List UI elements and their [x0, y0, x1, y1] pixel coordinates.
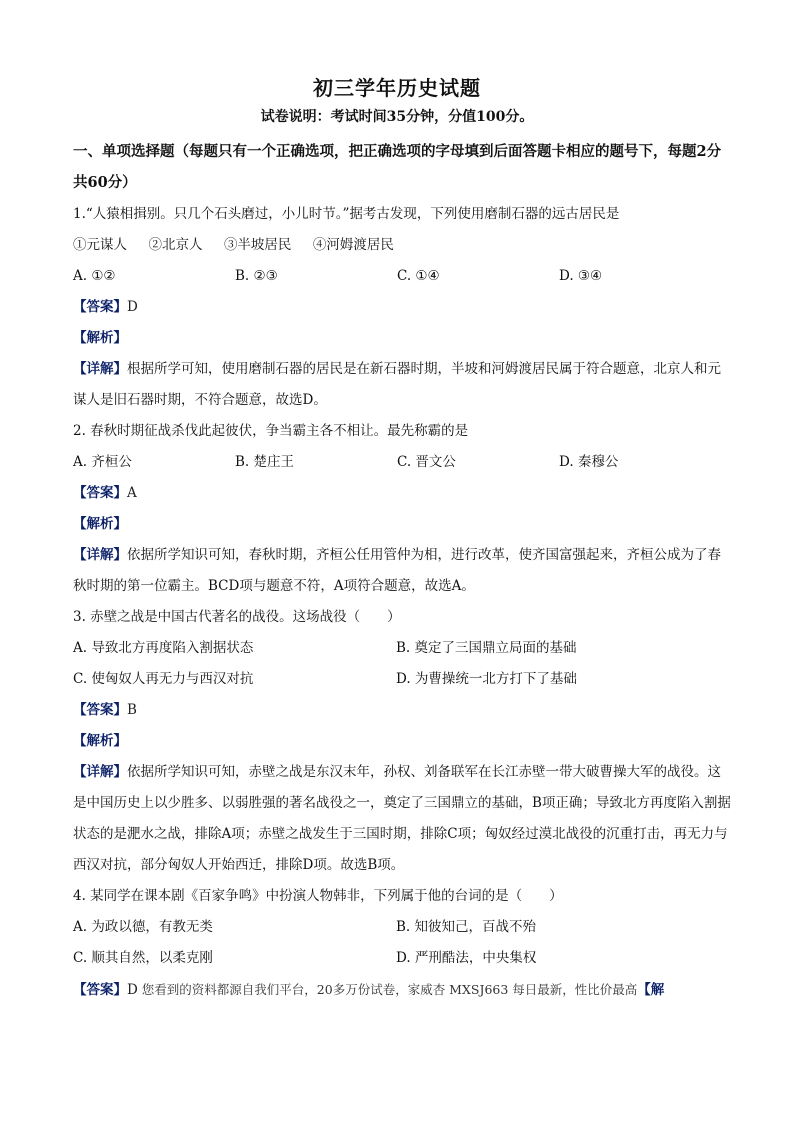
answer-value: D: [127, 299, 138, 315]
question-item: ①元谋人: [73, 237, 127, 253]
option-c: C. 顺其自然，以柔克刚: [73, 950, 213, 966]
option-b: B. ②③: [235, 268, 278, 284]
option-row: [73, 912, 733, 943]
option-d: D. 严刑酷法，中央集权: [396, 950, 537, 966]
detail-label: 【详解】: [73, 361, 127, 377]
option-c: C. 晋文公: [397, 454, 456, 470]
question-item: ③半坡居民: [223, 237, 292, 253]
question-item: ②北京人: [148, 237, 203, 253]
answer-value: A: [127, 485, 137, 501]
detail-paragraph: [73, 354, 733, 416]
exam-title: 初三学年历史试题: [313, 76, 481, 100]
answer-label: 【答案】: [73, 299, 127, 315]
analysis-tag: 【解析】: [73, 516, 127, 532]
option-c: C. ①④: [397, 268, 440, 284]
option-b: B. 楚庄王: [235, 454, 295, 470]
promo-text: 您看到的资料都源自我们平台，20多万份试卷，家威杏 MXSJ663 每日最新，性比价最高: [137, 982, 638, 997]
option-row: [73, 943, 733, 974]
question-stem: 3. 赤壁之战是中国古代著名的战役。这场战役（ ）: [73, 609, 401, 625]
question-list: [73, 199, 733, 1005]
option-d: D. ③④: [559, 268, 603, 284]
detail-text: 依据所学知识可知，春秋时期，齐桓公任用管仲为相，进行改革，使齐国富强起来，齐桓公成为了春秋时期的第一位霸主。BCD项与题意不符，A项符合题意，故选A。: [73, 547, 721, 594]
answer-label: 【答案】: [73, 702, 127, 718]
analysis-tag: 【解析】: [73, 733, 127, 749]
question-stem: 2. 春秋时期征战杀伐此起彼伏，争当霸主各不相让。最先称霸的是: [73, 423, 469, 439]
analysis-tag: 【解析】: [73, 330, 127, 346]
answer-line: [73, 974, 763, 1005]
option-row: [73, 664, 733, 695]
option-b: B. 奠定了三国鼎立局面的基础: [396, 640, 577, 656]
option-d: D. 秦穆公: [559, 454, 619, 470]
answer-line: [73, 478, 733, 509]
answer-line: [73, 695, 733, 726]
answer-value: D: [127, 982, 138, 998]
exam-instructions: 试卷说明：考试时间35分钟，分值100分。: [260, 109, 534, 125]
option-a: A. ①②: [73, 268, 116, 284]
analysis-label: [73, 726, 733, 757]
question-stem: 4. 某同学在课本剧《百家争鸣》中扮演人物韩非，下列属于他的台词的是（ ）: [73, 888, 563, 904]
answer-value: B: [127, 702, 137, 718]
analysis-label: [73, 509, 733, 540]
section-heading: 一、单项选择题（每题只有一个正确选项，把正确选项的字母填到后面答题卡相应的题号下，每题2分共60分）: [73, 143, 722, 191]
option-a: A. 为政以德，有教无类: [73, 919, 213, 935]
analysis-tag-cut: 【解: [637, 982, 665, 998]
option-a: A. 导致北方再度陷入割据状态: [73, 640, 254, 656]
question-stem: 1.“人猿相揖别。只几个石头磨过，小儿时节。”据考古发现，下列使用磨制石器的远古居民是: [73, 206, 620, 222]
option-b: B. 知彼知己，百战不殆: [396, 919, 537, 935]
option-row: [73, 633, 733, 664]
question-items: [73, 230, 733, 261]
answer-label: 【答案】: [73, 485, 127, 501]
option-a: A. 齐桓公: [73, 454, 132, 470]
answer-label: 【答案】: [73, 982, 127, 998]
option-d: D. 为曹操统一北方打下了基础: [396, 671, 577, 687]
detail-label: 【详解】: [73, 547, 127, 563]
option-c: C. 使匈奴人再无力与西汉对抗: [73, 671, 254, 687]
option-row: [73, 261, 733, 292]
detail-text: 根据所学可知，使用磨制石器的居民是在新石器时期，半坡和河姆渡居民属于符合题意，北京人和元谋人是旧石器时期，不符合题意，故选D。: [73, 361, 721, 408]
detail-paragraph: [73, 757, 733, 881]
detail-paragraph: [73, 540, 733, 602]
analysis-label: [73, 323, 733, 354]
option-row: [73, 447, 733, 478]
answer-line: [73, 292, 733, 323]
question-item: ④河姆渡居民: [312, 237, 394, 253]
detail-label: 【详解】: [73, 764, 127, 780]
detail-text: 依据所学知识可知，赤壁之战是东汉末年，孙权、刘备联军在长江赤壁一带大破曹操大军的战役。这是中国历史上以少胜多、以弱胜强的著名战役之一，奠定了三国鼎立的基础，B项正确；导致北方再度陷入割据状态的是淝水之战，排除A项；赤壁之战发生于三国时期，排除C项；匈奴经过漠北战役的沉重打击，再无力与西汉对抗，部分匈奴人开始西迁，排除D项。故选B项。: [73, 764, 731, 873]
